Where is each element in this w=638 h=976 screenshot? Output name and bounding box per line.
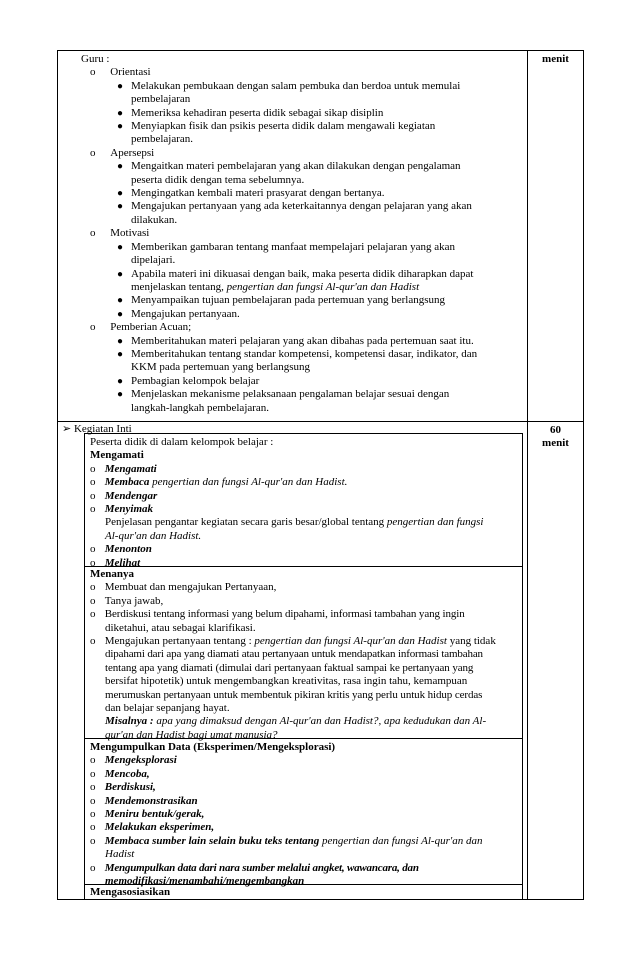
list-item [90,835,518,848]
time-cell-inti-value: 60 [550,424,561,436]
list-item [81,335,521,348]
title-text: Menanya [90,568,134,580]
item-text: Mendemonstrasikan [104,794,198,807]
list-item [90,781,518,794]
list-item [81,388,521,401]
item-text: Menjelaskan mekanisme pelaksanaan pengalaman belajar sesuai dengan [131,388,450,401]
item-topic: pengertian dan fungsi Al-qur'an dan [319,834,483,847]
list-item [81,375,521,388]
list-item [90,635,518,648]
circle-bullet-icon: o [90,861,96,874]
list-item [90,862,518,875]
item-text: Mengajukan pertanyaan tentang : [104,635,255,648]
list-item-cont: diketahui, atau sebagai klarifikasi. [105,621,256,634]
list-item-cont: peserta didik dengan tema sebelumnya. [131,173,305,186]
desc-topic: Al-qur'an dan Hadist. [105,529,202,542]
list-item [81,160,521,173]
bullet-icon: ● [117,188,124,200]
item-text: Memeriksa kehadiran peserta didik sebagai sikap disiplin [131,106,384,119]
list-item-cont: bersifat hipotetik) untuk mengembangkan kreativitas, rasa ingin tahu, kemampuan [105,675,468,688]
menanya-cell [90,568,518,742]
misalnya-text: apa yang dimaksud dengan Al-qur'an dan Hadist?, apa kedudukan dan Al- [153,715,487,728]
bullet-icon: ● [117,80,124,92]
mengasosiasikan-cell [90,886,518,899]
item-text: menjelaskan tentang, [131,280,227,293]
circle-bullet-icon: o [90,767,96,780]
list-item [90,543,518,556]
item-text: Meniru bentuk/gerak, [104,808,205,821]
section-title: Motivasi [110,227,150,240]
circle-bullet-icon: o [90,821,96,834]
list-item-cont: dilakukan. [131,213,178,226]
item-text: Mengaitkan materi pembelajaran yang akan dilakukan dengan pengalaman [131,160,461,173]
inner-table-top [84,433,523,434]
circle-bullet-icon: o [90,489,96,502]
misalnya-label: Misalnya : [105,715,154,728]
table-border-top [57,50,584,51]
item-text: memodifikasi/menambahi/mengembangkan [105,875,305,888]
section-pemberian-acuan [81,321,521,334]
list-item [90,581,518,594]
list-item [90,608,518,621]
bullet-icon: ● [117,375,124,387]
section-title: Orientasi [110,66,151,79]
bullet-icon: ● [117,121,124,133]
section-title: Apersepsi [110,146,155,159]
item-text: Mengajukan pertanyaan. [131,307,240,320]
circle-bullet-icon: o [90,581,96,594]
item-text: Tanya jawab, [104,594,164,607]
bullet-icon: ● [117,308,124,320]
list-item [90,808,518,821]
list-item [81,80,521,93]
table-border-mid [527,50,528,900]
mengasosiasikan-title [90,886,518,899]
item-text: Mengamati [104,462,157,475]
list-item-cont: langkah-langkah pembelajaran. [131,401,270,414]
item-text: Mengumpulkan data dari nara sumber melalui angket, wawancara, dan [104,861,419,874]
time-cell-top: menit [542,53,569,65]
item-text: Berdiskusi, [104,781,156,794]
list-item-cont: merumuskan pertanyaan untuk membentuk pikiran kritis yang perlu untuk hidup cerdas [105,688,483,701]
desc-text: Penjelasan pengantar kegiatan secara garis besar/global tentang [105,516,387,529]
bullet-icon: ● [117,348,124,360]
list-item [90,503,518,516]
item-text: Memberitahukan materi pelajaran yang akan dibahas pada pertemuan saat itu. [131,334,474,347]
item-text: Membuat dan mengajukan Pertanyaan, [104,581,277,594]
guru-block [81,53,521,415]
inner-table-left [84,433,85,899]
mengumpulkan-cell [90,741,518,888]
list-item [90,768,518,781]
list-item [90,490,518,503]
bullet-icon: ● [117,241,124,253]
title-text: Mengamati [90,449,144,462]
misalnya-text: qur'an dan Hadist bagi umat manusia? [105,728,278,741]
bullet-icon: ● [117,201,124,213]
item-topic: pengertian dan fungsi Al-qur'an dan Hadist [254,635,447,648]
item-text: Mengingatkan kembali materi prasyarat dengan bertanya. [131,187,385,200]
misalnya-line [90,715,518,728]
row-divider [57,421,584,422]
list-item [81,187,521,200]
circle-bullet-icon: o [90,635,96,648]
circle-bullet-icon: o [90,321,96,334]
circle-bullet-icon: o [90,794,96,807]
section-title: Pemberian Acuan; [110,321,192,334]
list-item-cont: tentang apa yang diamati (dimulai dari pertanyaan faktual sampai ke pertanyaan yang [105,661,474,674]
mengamati-cell [90,436,518,570]
item-text: Membaca sumber lain selain buku teks tentang [104,834,320,847]
section-apersepsi [81,147,521,160]
item-text: Menonton [104,543,152,556]
section-orientasi [81,66,521,79]
inner-table-right [522,433,523,899]
list-item [81,268,521,281]
heading-text: Kegiatan Inti [73,423,132,435]
list-item [90,476,518,489]
item-text: Pembagian kelompok belajar [131,374,260,387]
list-item-cont [81,281,521,294]
list-item [90,595,518,608]
list-item [81,241,521,254]
topic-text: pengertian dan fungsi Al-qur'an dan Hadist [226,280,420,293]
item-text: Mengeksplorasi [104,754,177,767]
item-text: Mendengar [104,489,158,502]
bullet-icon: ● [117,335,124,347]
circle-bullet-icon: o [90,227,96,240]
kegiatan-inti-heading [62,423,132,436]
item-text: Apabila materi ini dikuasai dengan baik, maka peserta didik diharapkan dapat [131,267,474,280]
bullet-icon: ● [117,295,124,307]
item-text: Melakukan pembukaan dengan salam pembuka dan berdoa untuk memulai [131,79,461,92]
list-item [90,754,518,767]
table-border-right [583,50,584,900]
list-item [81,308,521,321]
circle-bullet-icon: o [90,608,96,621]
list-item [81,120,521,133]
list-item-cont: dipelajari. [131,254,176,267]
item-text: Mencoba, [104,767,150,780]
menyimak-desc-cont [90,530,518,543]
item-text: Menyiapkan fisik dan psikis peserta didik dalam mengawali kegiatan [131,120,436,133]
item-text: Membaca [104,476,150,489]
item-text: yang tidak [446,635,496,648]
list-item [81,107,521,120]
item-topic: Hadist [105,848,135,861]
intro-text: Peserta didik di dalam kelompok belajar : [90,436,274,448]
circle-bullet-icon: o [90,808,96,821]
circle-bullet-icon: o [90,66,96,79]
circle-bullet-icon: o [90,503,96,516]
mengumpulkan-title [90,741,518,754]
list-item-cont: pembelajaran [131,93,191,106]
circle-bullet-icon: o [90,781,96,794]
bullet-icon: ● [117,161,124,173]
circle-bullet-icon: o [90,594,96,607]
circle-bullet-icon: o [90,146,96,159]
title-text: Mengasosiasikan [90,886,171,898]
item-text: Berdiskusi tentang informasi yang belum dipahami, informasi tambahan yang ingin [104,608,465,621]
list-item [90,795,518,808]
item-text: Menyimak [104,503,154,516]
item-text: Melihat [104,556,141,569]
circle-bullet-icon: o [90,476,96,489]
list-item [90,463,518,476]
table-border-left [57,50,58,900]
bullet-icon: ● [117,268,124,280]
guru-heading: Guru : [81,53,110,65]
bullet-icon: ● [117,389,124,401]
list-item [81,200,521,213]
section-motivasi [81,227,521,240]
list-item [81,348,521,361]
arrow-bullet-icon: ➢ [62,423,72,435]
circle-bullet-icon: o [90,834,96,847]
bullet-icon: ● [117,107,124,119]
circle-bullet-icon: o [90,543,96,556]
list-item [81,294,521,307]
list-item [90,821,518,834]
list-item-cont: KKM pada pertemuan yang berlangsung [131,361,311,374]
title-text: Mengumpulkan Data (Eksperimen/Mengeksplorasi) [90,741,336,753]
list-item-cont: dan belajar sepanjang hayat. [105,702,230,715]
list-item-cont: dipahami dari apa yang diamati atau pertanyaan untuk mendapatkan informasi tambahan [105,648,483,661]
item-text: Mengajukan pertanyaan yang ada keterkaitannya dengan pelajaran yang akan [131,200,472,213]
item-topic: pengertian dan fungsi Al-qur'an dan Hadist. [149,476,348,489]
list-item-cont: pembelajaran. [131,133,193,146]
item-text: Memberitahukan tentang standar kompetensi, kompetensi dasar, indikator, dan [131,347,478,360]
desc-topic: pengertian dan fungsi [386,516,484,529]
mengamati-title [90,449,518,462]
menanya-title [90,568,518,581]
list-item-cont [90,848,518,861]
circle-bullet-icon: o [90,462,96,475]
item-text: Menyampaikan tujuan pembelajaran pada pertemuan yang berlangsung [131,294,445,307]
item-text: Memberikan gambaran tentang manfaat mempelajari pelajaran yang akan [131,240,456,253]
time-cell-inti-unit: menit [542,437,569,449]
item-text: Melakukan eksperimen, [104,821,215,834]
menyimak-desc [90,516,518,529]
circle-bullet-icon: o [90,556,96,569]
circle-bullet-icon: o [90,754,96,767]
